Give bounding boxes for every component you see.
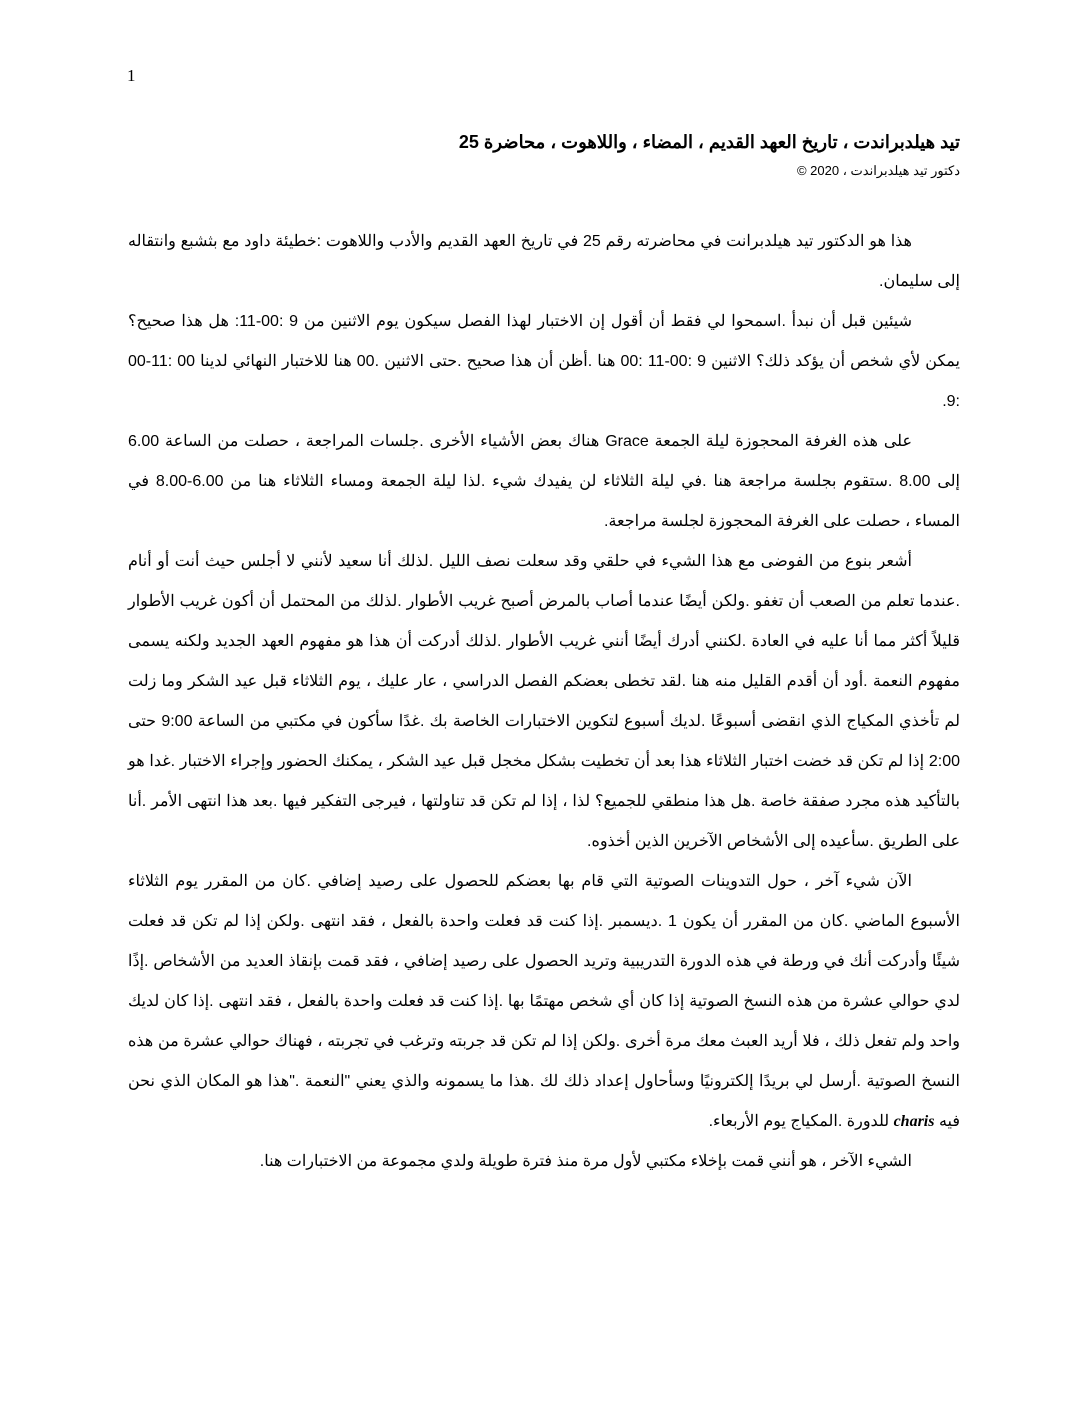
document-body (128, 128, 960, 1182)
document-title: تيد هيلدبراندت ، تاريخ العهد القديم ، المضاء ، واللاهوت ، محاضرة 25 (458, 132, 960, 152)
charis-sentence-end: للدورة .المكياج يوم الأربعاء. (708, 1113, 890, 1130)
charis-word: charis (893, 1113, 935, 1130)
paragraph-audio-transcripts-text: الآن شيء آخر ، حول التدوينات الصوتية التي قام بها بعضكم للحصول على رصيد إضافي .كان من المقرر يوم الثلاثاء الأسبوع الماضي .كان من المقرر أن يكون 1 .ديسمبر .إذا كنت قد فعلت واحدة بالفعل ، فقد انتهى .ولكن إذا لم تكن قد فعلت شيئًا وأدركت أنك في ورطة في هذه الدورة التدريبية وتريد الحصول على رصيد إضافي ، فقد قمت بإنقاذ العديد من الأشخاص .إذًا لدي حوالي عشرة من هذه النسخ الصوتية إذا كان أي شخص مهتمًا بها .إذا كنت قد فعلت واحدة بالفعل ، فقد انتهى .إذا كان لديك واحد ولم تفعل ذلك ، فلا أريد العبث معك مرة أخرى .ولكن إذا لم تكن قد جربته وترغب في تجربته ، فهناك حوالي عشرة من هذه النسخ الصوتية .أرسل لي بريدًا إلكترونيًا وسأحاول إعداد ذلك لك .هذا ما يسمونه (128, 873, 961, 1090)
page-number: 1 (127, 66, 136, 85)
copyright-line: دكتور تيد هيلدبراندت ، 2020 © (796, 163, 960, 178)
paragraph-review-sessions: على هذه الغرفة المحجوزة ليلة الجمعة Grace هناك بعض الأشياء الأخرى .جلسات المراجعة ، حصلت من الساعة 6.00 إلى 8.00 .ستقوم بجلسة مراجعة هنا .في ليلة الثلاثاء لن يفيدك شيء .لذا ليلة الجمعة ومساء الثلاثاء هنا من 6.00-8.00 في المساء ، حصلت على الغرفة المحجوزة لجلسة مراجعة. (128, 433, 960, 530)
paragraph-audio-transcripts (128, 862, 960, 1142)
paragraph-intro: هذا هو الدكتور تيد هيلدبرانت في محاضرته رقم 25 في تاريخ العهد القديم والأدب واللاهوت :خطيئة داود مع بثشبع وانتقاله إلى سليمان. (128, 233, 960, 290)
paragraph-exam-schedule: شيئين قبل أن نبدأ .اسمحوا لي فقط أن أقول إن الاختبار لهذا الفصل سيكون يوم الاثنين من 9 :00-11: هل هذا صحيح؟ يمكن لأي شخص أن يؤكد ذلك؟ الاثنين 9 :00-11 :00 هنا .أظن أن هذا صحيح .حتى الاثنين .00 هنا للاختبار النهائي لدينا 00 :11-00 :9. (128, 313, 961, 410)
paragraph-office-cleanup: الشيء الآخر ، هو أنني قمت بإخلاء مكتبي لأول مرة منذ فترة طويلة ولدي مجموعة من الاختبارات هنا. (259, 1153, 912, 1170)
paragraph-grace: أشعر بنوع من الفوضى مع هذا الشيء في حلقي وقد سعلت نصف الليل .لذلك أنا سعيد لأنني لا أجلس حيث أنت أو أنام .عندما تعلم من الصعب أن تغفو .ولكن أيضًا عندما أصاب بالمرض أصبح غريب الأطوار .لذلك من المحتمل أن أكون غريب الأطوار قليلاً أكثر مما أنا عليه في العادة .لكنني أدرك أيضًا أنني غريب الأطوار .لذلك أدركت أن هذا هو مفهوم العهد الجديد ولكنه يسمى مفهوم النعمة .أود أن أقدم القليل منه هنا .لقد تخطى بعضكم الفصل الدراسي ، عار عليك ، يوم الثلاثاء قبل عيد الشكر وما زلت لم تأخذي المكياج الذي انقضى أسبوعًا .لديك أسبوع لتكوين الاختبارات الخاصة بك .غدًا سأكون في مكتبي من الساعة 9:00 حتى 2:00 إذا لم تكن قد خضت اختبار الثلاثاء هذا بعد أن تخطيت بشكل مخجل قبل عيد الشكر ، يمكنك الحضور وإجراء الاختبار .غدا هو بالتأكيد هذه مجرد صفقة خاصة .هل هذا منطقي للجميع؟ لذا ، إذا لم تكن قد تناولتها ، فيرجى التفكير فيها .بعد هذا انتهى الأمر .أنا على الطريق .سأعيده إلى الأشخاص الآخرين الذين أخذوه. (128, 553, 961, 850)
charis-sentence: والذي يعني "النعمة ."هذا هو المكان الذي نحن فيه (128, 1073, 960, 1130)
